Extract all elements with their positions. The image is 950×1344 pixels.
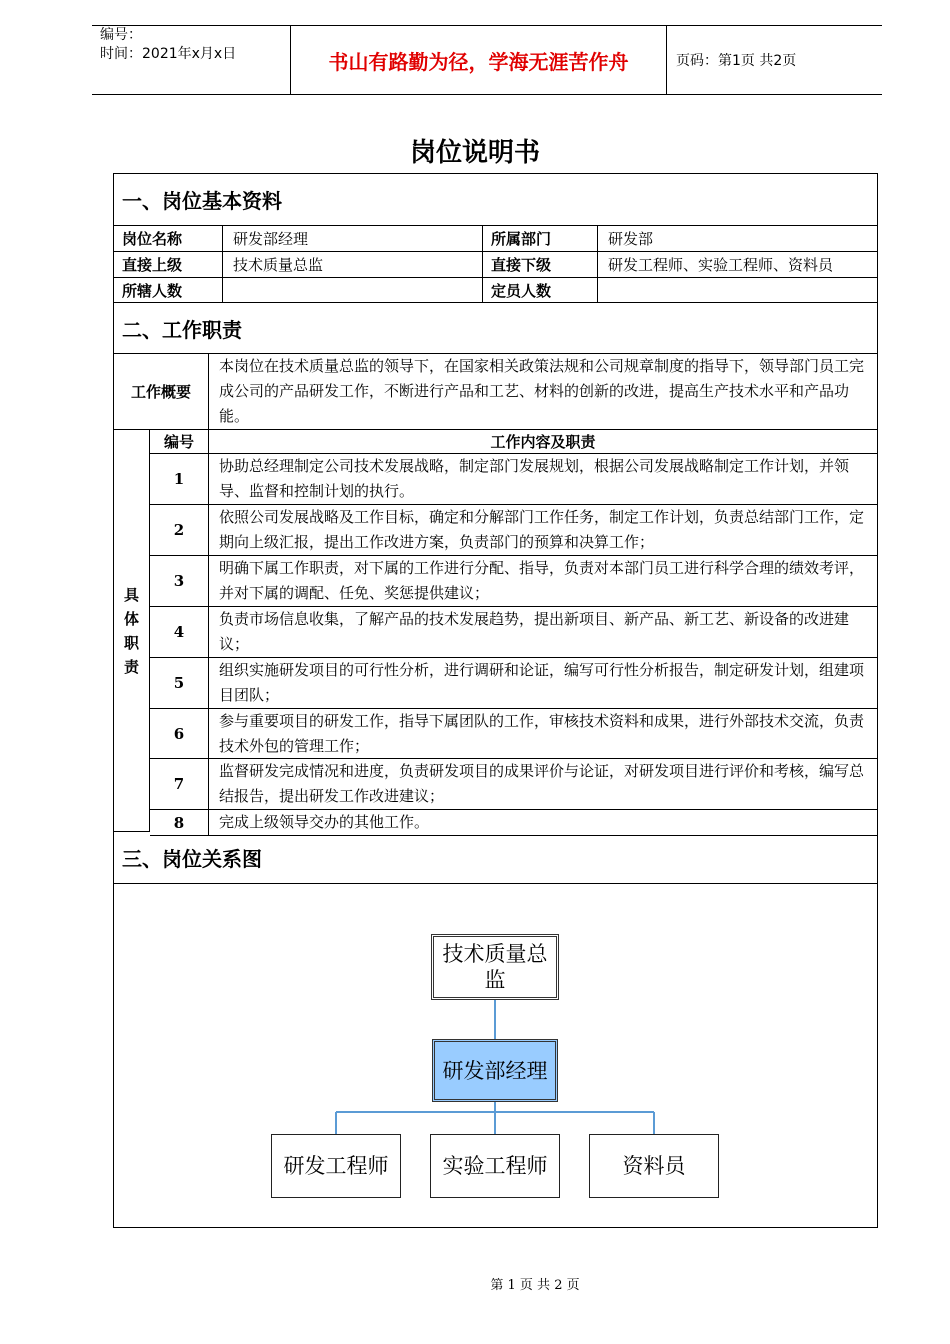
overview-row — [114, 354, 877, 430]
info-value: 研发部 — [597, 226, 877, 251]
duty-text: 明确下属工作职责，对下属的工作进行分配、指导，负责对本部门员工进行科学合理的绩效考评，并对下属的调配、任免、奖惩提供建议； — [208, 556, 877, 606]
duty-text: 参与重要项目的研发工作，指导下属团队的工作，审核技术资料和成果，进行外部技术交流，负责技术外包的管理工作； — [208, 709, 877, 758]
info-value — [222, 278, 482, 302]
info-label: 所属部门 — [482, 226, 597, 251]
duty-row — [150, 607, 877, 658]
duty-text: 负责市场信息收集，了解产品的技术发展趋势，提出新项目、新产品、新工艺、新设备的改进建议； — [208, 607, 877, 657]
page-title: 岗位说明书 — [409, 138, 540, 168]
page-footer: 第 1 页 共 2 页 — [490, 1278, 580, 1293]
header-motto: 书山有路勤为径，学海无涯苦作舟 — [290, 26, 667, 94]
org-child-label: 实验工程师 — [442, 1154, 548, 1178]
info-label: 直接下级 — [482, 252, 597, 277]
duty-text: 监督研发完成情况和进度，负责研发项目的成果评价与论证，对研发项目进行评价和考核，编写总结报告，提出研发工作改进建议； — [208, 759, 877, 809]
duty-row — [150, 454, 877, 505]
org-box-child — [430, 1134, 560, 1198]
time-label: 时间：2021年x月x日 — [100, 46, 237, 62]
section1-heading: 一、岗位基本资料 — [114, 174, 877, 226]
duty-text: 依照公司发展战略及工作目标，确定和分解部门工作任务，制定工作计划，负责总结部门工作，定期向上级汇报，提出工作改进方案，负责部门的预算和决算工作； — [208, 505, 877, 555]
page-header — [92, 25, 882, 95]
header-page-info: 页码：第1页 共2页 — [676, 53, 797, 69]
org-chart — [114, 884, 877, 1227]
duties-header-row — [150, 430, 877, 454]
col-content-header: 工作内容及职责 — [208, 430, 877, 453]
info-label: 所辖人数 — [122, 281, 183, 300]
section3-heading: 三、岗位关系图 — [114, 832, 877, 884]
info-value — [597, 278, 877, 302]
duties-side-label-cell — [114, 430, 150, 832]
info-label: 定员人数 — [482, 278, 597, 302]
duty-number: 7 — [173, 775, 185, 793]
duty-row — [150, 556, 877, 607]
duty-row — [150, 709, 877, 759]
duties-side-label: 具体职责 — [123, 585, 139, 676]
header-meta — [100, 26, 290, 94]
overview-label: 工作概要 — [130, 383, 191, 401]
org-box-child — [589, 1134, 719, 1198]
info-value: 研发工程师、实验工程师、资料员 — [597, 252, 877, 277]
info-value: 研发部经理 — [222, 226, 482, 251]
duty-number: 5 — [173, 674, 185, 692]
duties-table — [150, 430, 877, 832]
number-label: 编号： — [100, 27, 142, 43]
duty-row — [150, 759, 877, 810]
org-box-middle — [432, 1039, 558, 1102]
info-label: 岗位名称 — [122, 230, 183, 248]
org-child-label: 研发工程师 — [283, 1154, 389, 1178]
overview-text: 本岗位在技术质量总监的领导下，在国家相关政策法规和公司规章制度的指导下，领导部门员工完成公司的产品研发工作，不断进行产品和工艺、材料的创新的改进，提高生产技术水平和产品功能。 — [208, 354, 877, 429]
job-description-table — [113, 173, 878, 1228]
duty-number: 8 — [173, 813, 185, 832]
info-row — [114, 226, 877, 252]
org-top-label: 技术质量总监 — [442, 942, 548, 992]
info-label: 直接上级 — [122, 256, 183, 274]
col-number-header: 编号 — [163, 433, 194, 451]
info-value: 技术质量总监 — [222, 252, 482, 277]
duty-text: 完成上级领导交办的其他工作。 — [208, 810, 877, 835]
duty-row — [150, 658, 877, 709]
duty-row — [150, 505, 877, 556]
duty-number: 6 — [173, 724, 185, 743]
org-box-top — [431, 934, 559, 1000]
duty-text: 组织实施研发项目的可行性分析，进行调研和论证，编写可行性分析报告，制定研发计划，组建项目团队； — [208, 658, 877, 708]
section2-heading: 二、工作职责 — [114, 303, 877, 354]
org-box-child — [271, 1134, 401, 1198]
duty-number: 4 — [173, 623, 185, 641]
duty-number: 1 — [173, 470, 185, 488]
info-row — [114, 278, 877, 303]
org-middle-label: 研发部经理 — [442, 1058, 548, 1083]
duty-number: 2 — [173, 521, 185, 539]
duty-text: 协助总经理制定公司技术发展战略，制定部门发展规划，根据公司发展战略制定工作计划，并领导、监督和控制计划的执行。 — [208, 454, 877, 504]
org-child-label: 资料员 — [622, 1154, 686, 1178]
info-row — [114, 252, 877, 278]
duty-number: 3 — [173, 572, 185, 590]
